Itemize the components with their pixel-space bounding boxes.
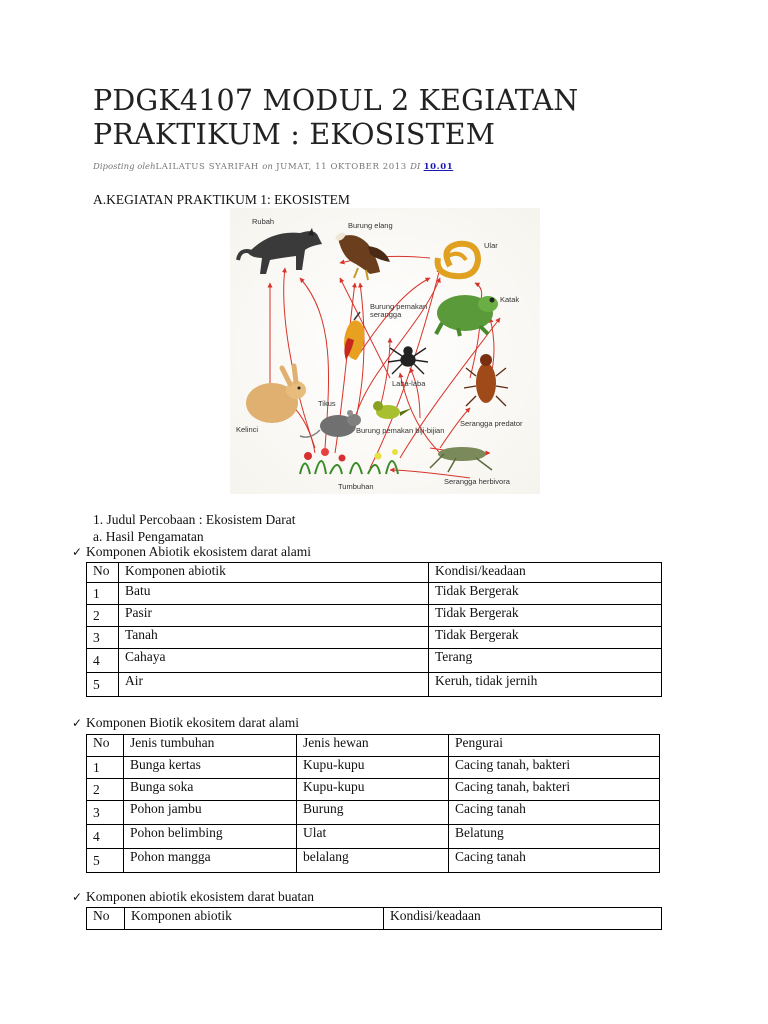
table-row xyxy=(87,779,660,801)
cell-tumbuhan: Pohon belimbing xyxy=(124,825,297,849)
table-header-row xyxy=(87,563,662,583)
table-header-row xyxy=(87,908,662,930)
title-line-2: PRAKTIKUM : EKOSISTEM xyxy=(93,118,496,151)
header-cell: Kondisi/keadaan xyxy=(429,563,662,583)
label-serangga-predator: Serangga predator xyxy=(460,419,523,428)
label-serangga-herbivora: Serangga herbivora xyxy=(444,477,510,486)
row-number: 1 xyxy=(87,583,119,605)
label-ular: Ular xyxy=(484,241,498,250)
table-header-row xyxy=(87,735,660,757)
section-abiotik-alami xyxy=(72,544,311,560)
table-row xyxy=(87,583,662,605)
label-katak: Katak xyxy=(500,295,520,304)
section-abiotik-alami-label: Komponen Abiotik ekosistem darat alami xyxy=(86,544,311,559)
row-number: 1 xyxy=(87,757,124,779)
cell-pengurai: Cacing tanah xyxy=(449,801,660,825)
header-cell: No xyxy=(87,735,124,757)
table-row xyxy=(87,627,662,649)
cell-hewan: Ulat xyxy=(297,825,449,849)
food-web-diagram xyxy=(230,208,540,494)
header-cell: Pengurai xyxy=(449,735,660,757)
check-icon: ✓ xyxy=(72,545,83,559)
cell-kondisi: Terang xyxy=(429,649,662,673)
cell-pengurai: Cacing tanah, bakteri xyxy=(449,779,660,801)
row-number: 4 xyxy=(87,649,119,673)
row-number: 2 xyxy=(87,605,119,627)
section-abiotik-buatan-label: Komponen abiotik ekosistem darat buatan xyxy=(86,889,314,904)
cell-komponen: Tanah xyxy=(119,627,429,649)
cell-komponen: Pasir xyxy=(119,605,429,627)
cell-kondisi: Keruh, tidak jernih xyxy=(429,673,662,697)
label-kelinci: Kelinci xyxy=(236,425,259,434)
posted-by-label: Diposting oleh xyxy=(93,162,156,172)
cell-kondisi: Tidak Bergerak xyxy=(429,583,662,605)
cell-pengurai: Belatung xyxy=(449,825,660,849)
cell-komponen: Batu xyxy=(119,583,429,605)
header-cell: No xyxy=(87,563,119,583)
check-icon: ✓ xyxy=(72,890,83,904)
row-number: 3 xyxy=(87,627,119,649)
cell-tumbuhan: Bunga kertas xyxy=(124,757,297,779)
table-row xyxy=(87,825,660,849)
post-time-link[interactable]: 10.01 xyxy=(423,162,454,172)
label-burung-biji: Burung pemakan biji-bijian xyxy=(356,426,445,435)
cell-tumbuhan: Bunga soka xyxy=(124,779,297,801)
table-row xyxy=(87,673,662,697)
cell-kondisi: Tidak Bergerak xyxy=(429,627,662,649)
table-biotik-alami xyxy=(86,734,660,873)
table-abiotik-buatan xyxy=(86,907,662,930)
hasil-pengamatan: a. Hasil Pengamatan xyxy=(93,529,204,544)
label-burung-serangga-1: Burung pemakan xyxy=(370,302,428,311)
judul-percobaan: 1. Judul Percobaan : Ekosistem Darat xyxy=(93,512,296,527)
label-burung-elang: Burung elang xyxy=(348,221,393,230)
cell-tumbuhan: Pohon mangga xyxy=(124,849,297,873)
on-label: on xyxy=(262,162,273,172)
table-row xyxy=(87,801,660,825)
check-icon: ✓ xyxy=(72,716,83,730)
label-rubah: Rubah xyxy=(252,217,275,226)
label-tumbuhan: Tumbuhan xyxy=(338,482,374,491)
post-meta xyxy=(93,162,453,172)
table-row xyxy=(87,849,660,873)
header-cell: Jenis hewan xyxy=(297,735,449,757)
page-title xyxy=(93,84,693,152)
cell-hewan: Kupu-kupu xyxy=(297,757,449,779)
row-number: 2 xyxy=(87,779,124,801)
author-name: LAILATUS SYARIFAH xyxy=(155,162,259,172)
header-cell: Komponen abiotik xyxy=(119,563,429,583)
cell-kondisi: Tidak Bergerak xyxy=(429,605,662,627)
table-row xyxy=(87,605,662,627)
cell-tumbuhan: Pohon jambu xyxy=(124,801,297,825)
row-number: 5 xyxy=(87,849,124,873)
label-tikus: Tikus xyxy=(318,399,336,408)
label-burung-serangga-2: serangga xyxy=(370,310,402,319)
row-number: 3 xyxy=(87,801,124,825)
cell-pengurai: Cacing tanah xyxy=(449,849,660,873)
table-row xyxy=(87,649,662,673)
header-cell: No xyxy=(87,908,125,930)
row-number: 5 xyxy=(87,673,119,697)
table-row xyxy=(87,757,660,779)
cell-pengurai: Cacing tanah, bakteri xyxy=(449,757,660,779)
cell-hewan: Burung xyxy=(297,801,449,825)
title-line-1: PDGK4107 MODUL 2 KEGIATAN xyxy=(93,84,579,117)
section-heading: A.KEGIATAN PRAKTIKUM 1: EKOSISTEM xyxy=(93,192,350,207)
label-laba-laba: Laba-laba xyxy=(392,379,426,388)
section-biotik-alami-label: Komponen Biotik ekositem darat alami xyxy=(86,715,299,730)
section-abiotik-buatan xyxy=(72,889,314,905)
section-biotik-alami xyxy=(72,715,299,731)
at-label: DI xyxy=(410,162,421,172)
header-cell: Komponen abiotik xyxy=(125,908,384,930)
header-cell: Jenis tumbuhan xyxy=(124,735,297,757)
header-cell: Kondisi/keadaan xyxy=(384,908,662,930)
cell-komponen: Cahaya xyxy=(119,649,429,673)
row-number: 4 xyxy=(87,825,124,849)
cell-hewan: Kupu-kupu xyxy=(297,779,449,801)
cell-hewan: belalang xyxy=(297,849,449,873)
cell-komponen: Air xyxy=(119,673,429,697)
post-date: JUMAT, 11 OKTOBER 2013 xyxy=(276,162,407,172)
table-abiotik-alami xyxy=(86,562,662,697)
